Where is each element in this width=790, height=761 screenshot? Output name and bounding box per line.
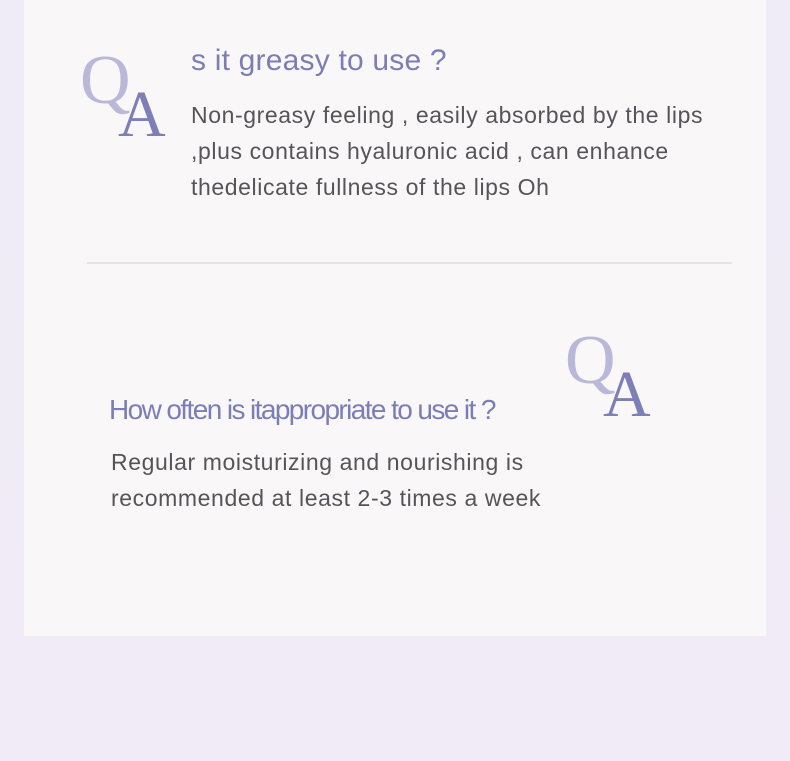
faq-card — [24, 0, 766, 636]
faq-question-2: How often is itappropriate to use it ? — [109, 394, 495, 425]
faq-answer-1-line: ,plus contains hyaluronic acid , can enhance — [191, 138, 669, 164]
faq-question-1: s it greasy to use ? — [191, 44, 447, 77]
faq-answer-1-line: Non-greasy feeling , easily absorbed by the lips — [191, 102, 704, 128]
qa-logo-icon — [565, 322, 665, 431]
qa-logo-q-letter: Q — [80, 42, 131, 119]
faq-answer-2-line: recommended at least 2-3 times a week — [111, 485, 542, 511]
qa-logo-icon — [80, 42, 180, 151]
faq-answer-1-line: thedelicate fullness of the lips Oh — [191, 174, 550, 200]
qa-logo-a-letter: A — [118, 78, 166, 151]
qa-logo-q-letter: Q — [565, 322, 616, 399]
qa-logo-a-letter: A — [603, 358, 651, 431]
faq-divider — [87, 262, 732, 264]
faq-answer-2-line: Regular moisturizing and nourishing is — [111, 449, 524, 475]
faq-answer-2 — [111, 444, 671, 516]
faq-answer-1 — [191, 97, 761, 205]
